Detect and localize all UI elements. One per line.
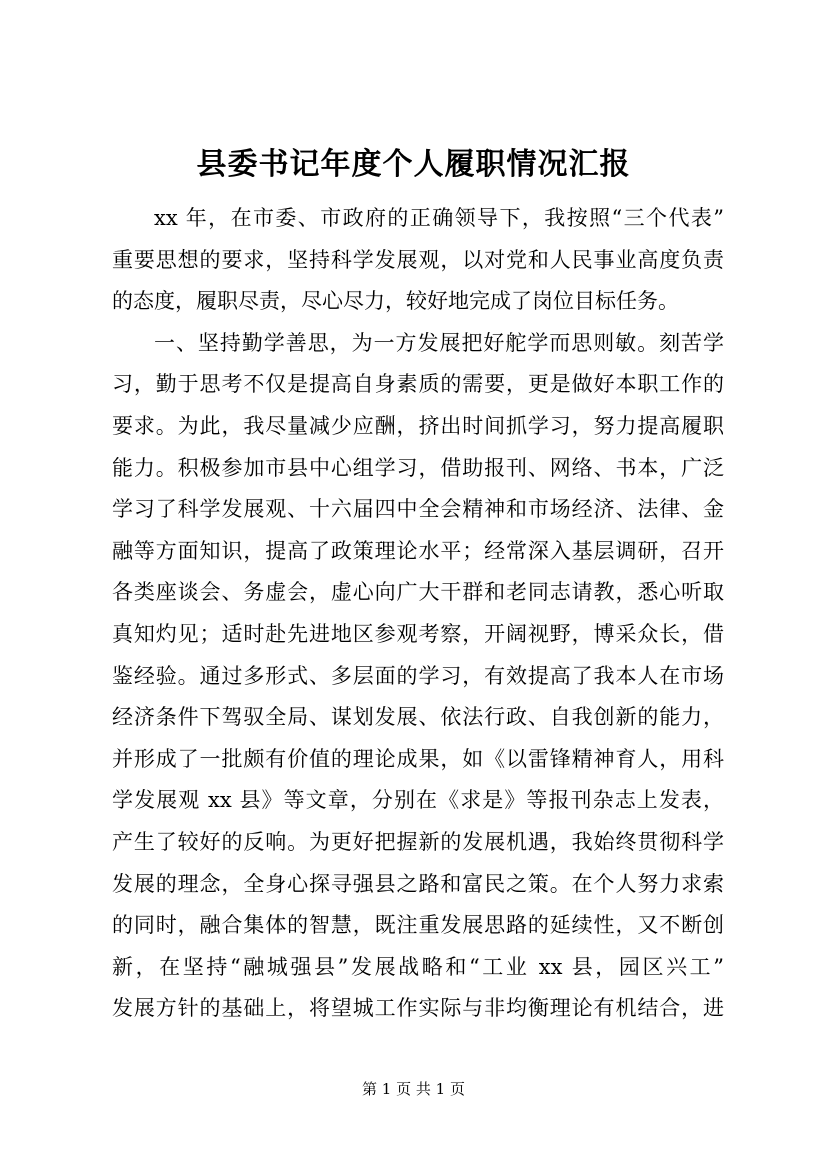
document-title: 县委书记年度个人履职情况汇报 — [196, 147, 631, 182]
body-line: 学发展观 xx 县》等文章，分别在《求是》等报刊杂志上发表， — [112, 788, 724, 813]
body-line: 产生了较好的反响。为更好把握新的发展机遇，我始终贯彻科学 — [112, 829, 724, 854]
body-line: 的同时，融合集体的智慧，既注重发展思路的延续性，又不断创 — [112, 913, 724, 938]
document-body — [112, 198, 724, 1030]
body-line: 发展的理念，全身心探寻强县之路和富民之策。在个人努力求索 — [112, 871, 724, 896]
body-line: 的态度，履职尽责，尽心尽力，较好地完成了岗位目标任务。 — [112, 289, 679, 314]
body-line: 一、坚持勤学善思，为一方发展把好舵学而思则敏。刻苦学 — [154, 330, 724, 355]
body-line: 习，勤于思考不仅是提高自身素质的需要，更是做好本职工作的 — [112, 372, 724, 397]
body-line: 各类座谈会、务虚会，虚心向广大干群和老同志请教，悉心听取 — [112, 580, 724, 605]
body-line: 真知灼见；适时赴先进地区参观考察，开阔视野，博采众长，借 — [112, 621, 724, 646]
body-line: 要求。为此，我尽量减少应酬，挤出时间抓学习，努力提高履职 — [112, 413, 724, 438]
body-line: xx 年，在市委、市政府的正确领导下，我按照“三个代表” — [154, 206, 724, 230]
body-line: 经济条件下驾驭全局、谋划发展、依法行政、自我创新的能力， — [112, 705, 724, 730]
body-line: 融等方面知识，提高了政策理论水平；经常深入基层调研，召开 — [112, 538, 724, 563]
body-line: 鉴经验。通过多形式、多层面的学习，有效提高了我本人在市场 — [112, 663, 724, 688]
body-line: 能力。积极参加市县中心组学习，借助报刊、网络、书本，广泛 — [112, 455, 724, 480]
body-line: 并形成了一批颇有价值的理论成果，如《以雷锋精神育人，用科 — [112, 746, 724, 771]
body-line: 学习了科学发展观、十六届四中全会精神和市场经济、法律、金 — [112, 497, 724, 522]
body-line: 发展方针的基础上，将望城工作实际与非均衡理论有机结合，进 — [112, 996, 724, 1021]
body-line: 新，在坚持“融城强县”发展战略和“工业 xx 县，园区兴工” — [112, 954, 724, 979]
body-line: 重要思想的要求，坚持科学发展观，以对党和人民事业高度负责 — [112, 247, 724, 272]
page-footer: 第 1 页 共 1 页 — [362, 1080, 465, 1098]
